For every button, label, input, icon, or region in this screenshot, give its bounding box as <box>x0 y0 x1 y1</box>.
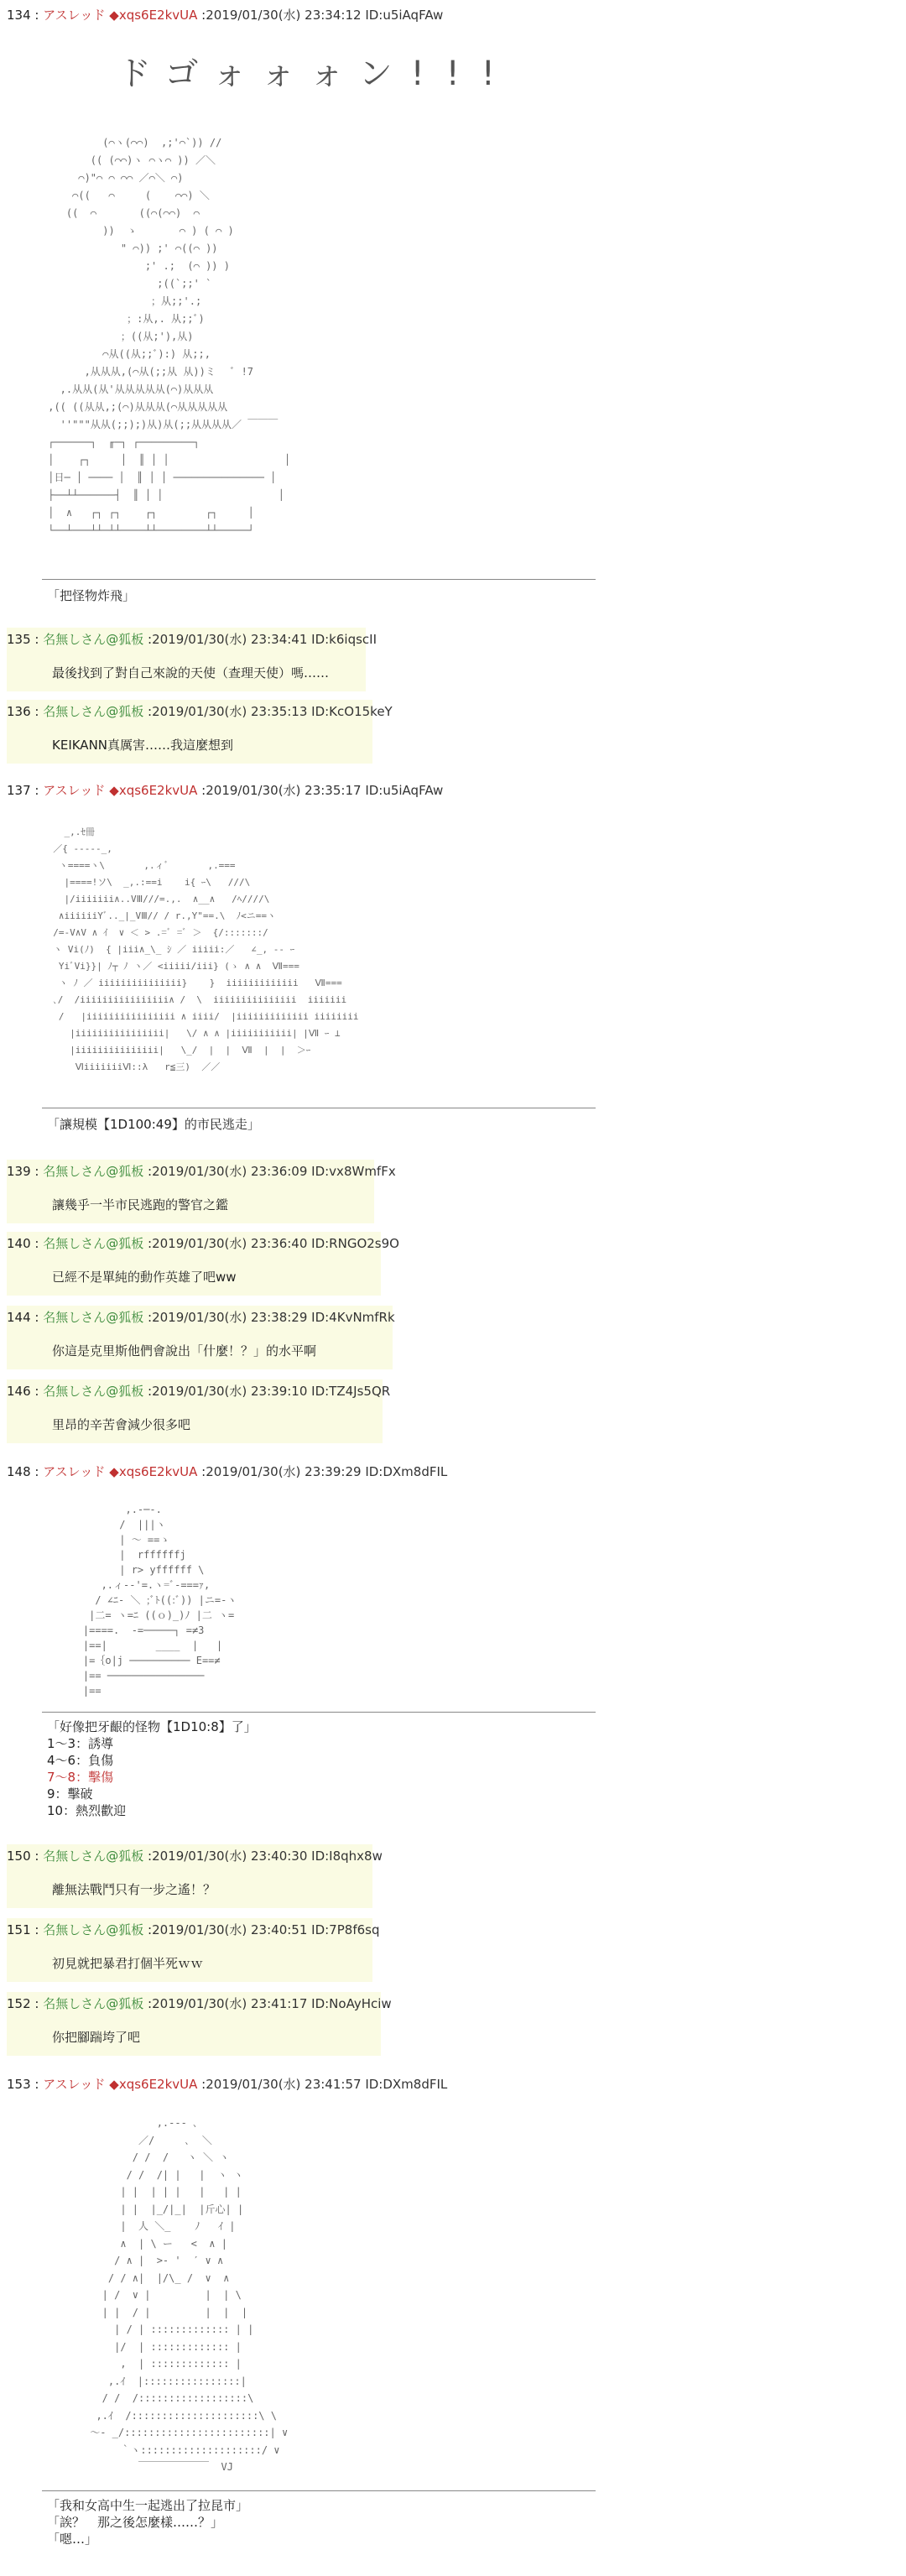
tripcode: ◆xqs6E2kvUA <box>109 1464 198 1479</box>
aa-tyrant-cornered: ,.-─-. / |||ヽ | 〜 ==ゝ | rffffffj | r> yffffff \ ,.ィ--'=.ヽ=ﾞ-===ｧ, / ∠ﾆ- ＼ ;ﾞﾄ((:ﾞ)) |ニ=-ヽ |二= ヽ=ﾆ ((ｏ)_)ﾉ |二 ヽ= |====. -=─────┐ =≠3 |==| ____ | | |=｛o|j ────────── E==≠ |== ──────────────── |== <box>82 1504 237 1697</box>
post-body-153-line1: 「我和女高中生一起逃出了拉昆市」 <box>47 2498 249 2513</box>
post-number: 139 <box>7 1164 31 1179</box>
post-header-144: 144 : 名無しさん@狐板 :2019/01/30(水) 23:38:29 ID:4KvNmfRk <box>7 1310 395 1325</box>
post-date: 2019/01/30(水) 23:41:17 <box>152 1996 308 2011</box>
post-header-146: 146 : 名無しさん@狐板 :2019/01/30(水) 23:39:10 ID:TZ4Js5QR <box>7 1384 391 1399</box>
post-body-152: 你把腳踹垮了吧 <box>52 2030 141 2045</box>
post-number: 135 <box>7 632 31 647</box>
post-date: 2019/01/30(水) 23:34:12 <box>206 8 362 23</box>
poster-name[interactable]: 名無しさん@狐板 <box>43 632 144 647</box>
post-body-151: 初見就把暴君打個半死ｗｗ <box>52 1956 204 1971</box>
post-id[interactable]: ID:7P8f6sq <box>311 1922 380 1937</box>
post-number: 140 <box>7 1236 31 1251</box>
post-date: 2019/01/30(水) 23:35:17 <box>206 783 362 798</box>
post-number: 148 <box>7 1464 31 1479</box>
poster-name[interactable]: 名無しさん@狐板 <box>43 1996 144 2011</box>
poster-name[interactable]: 名無しさん@狐板 <box>43 1310 144 1325</box>
post-body-148-line5: 9：擊破 <box>47 1786 93 1802</box>
post-date: 2019/01/30(水) 23:39:29 <box>206 1464 362 1479</box>
post-body-139: 讓幾乎一半市民逃跑的警官之鑑 <box>52 1197 229 1212</box>
post-header-135: 135 : 名無しさん@狐板 :2019/01/30(水) 23:34:41 ID:k6iqscII <box>7 632 378 647</box>
post-id[interactable]: ID:KcO15keY <box>311 704 393 719</box>
art-divider <box>42 2490 596 2491</box>
post-number: 137 <box>7 783 31 798</box>
post-body-148-line2: 1～3：誘導 <box>47 1736 114 1751</box>
post-number: 146 <box>7 1384 31 1399</box>
aa-girl-portrait: ,.--- ､ ／/ ､ ＼ / / / ヽ ＼ ヽ / / /| | | ヽ ヽ | | | | | | | | | | |_/|_| |斤心| | | 人 ＼_ ﾉ ｲ | ∧ | \ ー < ∧ | / ∧ | >- ' ′ ∨ ∧ / / ∧| |/\_ / ∨ ∧ | / ∨ | | | \ | | / | | | | | / | ::::::::::::: | | |/ | ::::::::::::: | , | ::::::::::::: | ,.ｲ |::::::::::::::::| / / /::::::::::::::::::\ ,.ｲ /:::::::::::::::::::::\ \ ～- _/::::::::::::::::::::::::| ∨ ｀ヽ::::::::::::::::::::/ ∨ ￣￣￣￣￣￣￣ VJ <box>90 2117 289 2473</box>
post-header-140: 140 : 名無しさん@狐板 :2019/01/30(水) 23:36:40 ID:RNGO2s9O <box>7 1236 399 1251</box>
post-header-139: 139 : 名無しさん@狐板 :2019/01/30(水) 23:36:09 ID:vx8WmfFx <box>7 1164 396 1179</box>
post-number: 136 <box>7 704 31 719</box>
poster-name[interactable]: 名無しさん@狐板 <box>43 704 144 719</box>
post-header-137: 137 : アスレッド ◆xqs6E2kvUA :2019/01/30(水) 23:35:17 ID:u5iAqFAw <box>7 783 444 798</box>
post-body-146: 里昂的辛苦會減少很多吧 <box>52 1417 191 1432</box>
art-divider <box>42 579 596 580</box>
poster-name[interactable]: 名無しさん@狐板 <box>43 1164 144 1179</box>
post-date: 2019/01/30(水) 23:41:57 <box>206 2077 362 2092</box>
post-id[interactable]: ID:NoAyHciw <box>311 1996 392 2011</box>
post-date: 2019/01/30(水) 23:40:30 <box>152 1849 308 1864</box>
post-header-150: 150 : 名無しさん@狐板 :2019/01/30(水) 23:40:30 ID:I8qhx8w <box>7 1849 383 1864</box>
post-header-136: 136 : 名無しさん@狐板 :2019/01/30(水) 23:35:13 ID:KcO15keY <box>7 704 393 719</box>
post-date: 2019/01/30(水) 23:39:10 <box>152 1384 308 1399</box>
post-number: 150 <box>7 1849 31 1864</box>
poster-name[interactable]: 名無しさん@狐板 <box>43 1236 144 1251</box>
post-date: 2019/01/30(水) 23:36:09 <box>152 1164 308 1179</box>
post-body-153-line3: 「嗯…」 <box>47 2532 98 2547</box>
poster-name[interactable]: アスレッド <box>43 1464 106 1479</box>
post-body-135: 最後找到了對自己來說的天使（查理天使）嗎…… <box>52 665 330 681</box>
post-id[interactable]: ID:k6iqscII <box>311 632 378 647</box>
post-header-152: 152 : 名無しさん@狐板 :2019/01/30(水) 23:41:17 ID:NoAyHciw <box>7 1996 392 2011</box>
aa-sound-effect: ドゴォォォン!!! <box>117 55 513 93</box>
post-id[interactable]: ID:I8qhx8w <box>311 1849 383 1864</box>
aa-fleeing-crowd: _,.ｾ冊 ／{ -----_, ヽ====ヽ\ ,.ィﾞ ,.=== |====!ソ\ _,.:==i i{ ｰ\ ///\ |/iiiiiii∧..VⅢ///=.,. ∧__∧ /ﾍ////\ ∧iiiiiiYﾞ.._|_VⅢ// / r.,Y"==.\ ﾉ<ニ==ヽ /=-V∧V ∧ ｲ ∨ ＜ > .=ﾞ =ﾞ ＞ {/:::::::/ ヽ Vi(ﾉ) { |iii∧_\_ ｼ ／ iiiii:／ ∠_, -‐ ｰ YiﾞVi}}| ﾉ┬ ﾉ ヽ／ <iiiii/iii} (ゝ ∧ ∧ Ⅶ=== ヽ ﾉ ／ iiiiiiiiiiiiiii} } iiiiiiiiiiiii Ⅶ=== ､/ /iiiiiiiiiiiiiiii∧ / \ iiiiiiiiiiiiiii iiiiiii / |iiiiiiiiiiiiiiii ∧ iiii/ |iiiiiiiiiiiii iiiiiiii |iiiiiiiiiiiiiiii| \/ ∧ ∧ |iiiiiiiiiii| |Ⅶ ｰ ⊥ |iiiiiiiiiiiiiii| \_/ | | Ⅶ | | ＞ｰ ⅥiiiiiiiⅥ::λ r≦三) ／／ <box>53 827 359 1072</box>
post-number: 153 <box>7 2077 31 2092</box>
post-body-148-line3: 4～6：負傷 <box>47 1753 114 1768</box>
post-number: 151 <box>7 1922 31 1937</box>
post-header-151: 151 : 名無しさん@狐板 :2019/01/30(水) 23:40:51 ID:7P8f6sq <box>7 1922 380 1937</box>
poster-name[interactable]: 名無しさん@狐板 <box>43 1384 144 1399</box>
poster-name[interactable]: アスレッド <box>43 2077 106 2092</box>
post-body-134: 「把怪物炸飛」 <box>47 588 136 603</box>
post-id[interactable]: ID:DXm8dFIL <box>365 2077 448 2092</box>
post-id[interactable]: ID:DXm8dFIL <box>365 1464 448 1479</box>
post-number: 144 <box>7 1310 31 1325</box>
tripcode: ◆xqs6E2kvUA <box>109 2077 198 2092</box>
post-id[interactable]: ID:RNGO2s9O <box>311 1236 399 1251</box>
post-date: 2019/01/30(水) 23:35:13 <box>152 704 308 719</box>
post-body-148-line6: 10：熱烈歡迎 <box>47 1803 127 1818</box>
post-header-134: 134 : アスレッド ◆xqs6E2kvUA :2019/01/30(水) 23:34:12 ID:u5iAqFAw <box>7 8 444 23</box>
post-body-136: KEIKANN真厲害……我這麼想到 <box>52 738 234 753</box>
post-id[interactable]: ID:4KvNmfRk <box>311 1310 395 1325</box>
tripcode: ◆xqs6E2kvUA <box>109 8 198 23</box>
post-number: 152 <box>7 1996 31 2011</box>
poster-name[interactable]: アスレッド <box>43 8 106 23</box>
post-date: 2019/01/30(水) 23:34:41 <box>152 632 308 647</box>
post-id[interactable]: ID:TZ4Js5QR <box>311 1384 391 1399</box>
post-id[interactable]: ID:u5iAqFAw <box>365 8 444 23</box>
post-header-153: 153 : アスレッド ◆xqs6E2kvUA :2019/01/30(水) 23:41:57 ID:DXm8dFIL <box>7 2077 448 2092</box>
post-date: 2019/01/30(水) 23:38:29 <box>152 1310 308 1325</box>
tripcode: ◆xqs6E2kvUA <box>109 783 198 798</box>
post-body-137: 「讓規模【1D100:49】的市民逃走」 <box>47 1117 260 1132</box>
post-header-148: 148 : アスレッド ◆xqs6E2kvUA :2019/01/30(水) 23:39:29 ID:DXm8dFIL <box>7 1464 448 1479</box>
post-date: 2019/01/30(水) 23:36:40 <box>152 1236 308 1251</box>
art-divider <box>42 1712 596 1713</box>
post-body-144: 你這是克里斯他們會說出「什麼！？」的水平啊 <box>52 1343 317 1358</box>
poster-name[interactable]: 名無しさん@狐板 <box>43 1922 144 1937</box>
post-id[interactable]: ID:u5iAqFAw <box>365 783 444 798</box>
post-body-153-line2: 「誒？ 那之後怎麼樣……？」 <box>47 2515 224 2530</box>
poster-name[interactable]: 名無しさん@狐板 <box>43 1849 144 1864</box>
post-body-148-line4-highlighted: 7～8：擊傷 <box>47 1770 114 1785</box>
post-id[interactable]: ID:vx8WmfFx <box>311 1164 396 1179</box>
post-body-148-line1: 「好像把牙齦的怪物【1D10:8】了」 <box>47 1719 257 1734</box>
post-body-150: 離無法戰鬥只有一步之遙！？ <box>52 1882 216 1897</box>
aa-explosion-art: (⌒ヽ(⌒⌒) ,;'⌒`)) // (( (⌒⌒)ヽ ⌒ヽ⌒ )) ／＼ ⌒)"⌒ ⌒ ⌒⌒ ／⌒＼ ⌒) ⌒(( ⌒ ( ⌒⌒) ＼ (( ⌒ ((⌒(⌒⌒) ⌒ )) ゝ ⌒ ) ( ⌒ ) " ⌒)) ;' ⌒((⌒ )) ;' .; (⌒ )) ) ;((`;;' ` ；从;;'.; ；:从,. 从;;ﾞ) ；((从;'),从) ⌒从((从;;ﾞ):) 从;;, ,从从从,(⌒从(;;从 从))ミ ﾞ !7 ,.从从(从'从从从从从(⌒)从从从 ,(( ((从从,;(⌒)从从从(⌒从从从从从 ''"""从从(;;);)从)从(;;从从从从／ ￣￣￣ ┌──────┐ ╓─┐ ┌─────────┐ │ ┌┐ │ ║ │ │ │ │日─ │ ──── │ ║ │ │ ─────────────── │ ├──┴┴──────┤ ║ │ │ │ │ ∧ ┌┐ ┌┐ ┌┐ ┌┐ │ └──┴───┴┴─┴┴────┴┴────────┴┴─────┘ <box>48 137 291 536</box>
poster-name[interactable]: アスレッド <box>43 783 106 798</box>
post-body-140: 已經不是單純的動作英雄了吧ww <box>52 1270 237 1285</box>
post-date: 2019/01/30(水) 23:40:51 <box>152 1922 308 1937</box>
post-number: 134 <box>7 8 31 23</box>
